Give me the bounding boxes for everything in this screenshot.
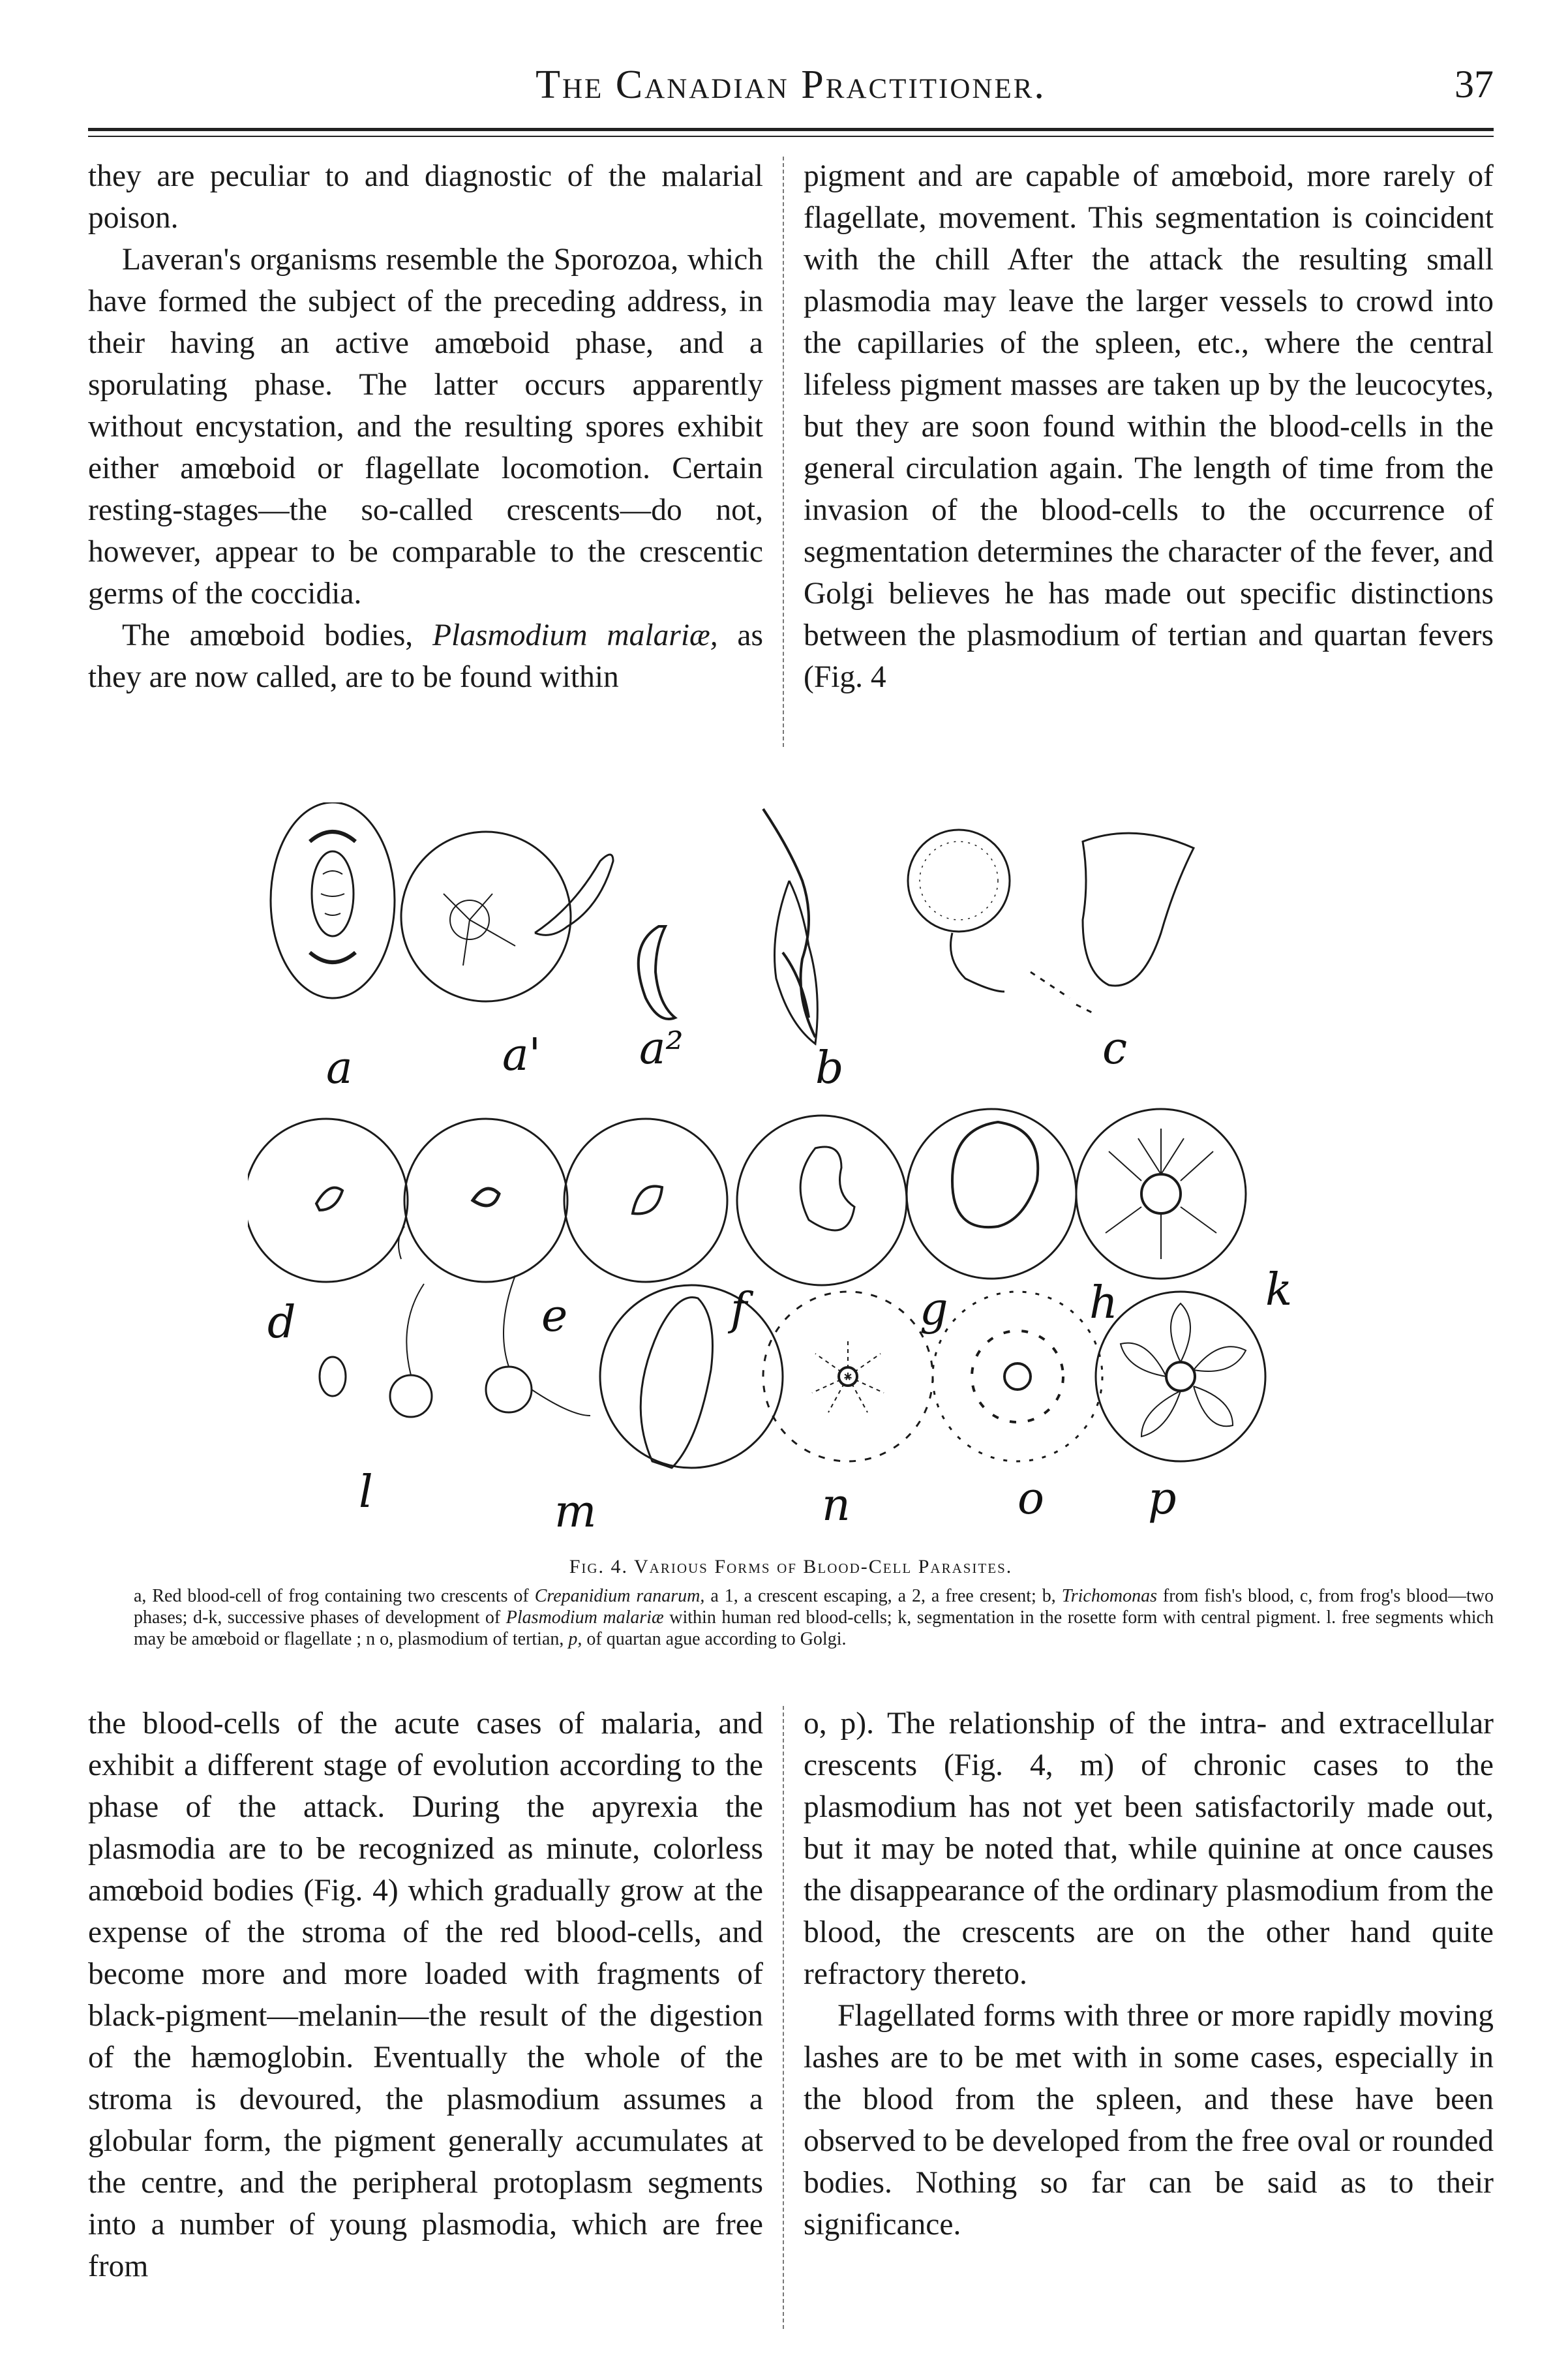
label-c: c	[1102, 1023, 1128, 1074]
species-name: Crepanidium ranarum,	[534, 1586, 705, 1606]
drawing-e	[404, 1119, 567, 1282]
text-run: within human red blood-cells; k, segmentation in the rosette form with central pigment. l. free segments which may be amœboid or flagellate ; n o, plasmodium of tertian,	[134, 1607, 1494, 1649]
drawing-a2	[639, 926, 675, 1019]
running-header	[88, 62, 1494, 121]
drawing-c	[908, 830, 1194, 1014]
drawing-h	[907, 1109, 1076, 1279]
drawing-n	[763, 1292, 933, 1461]
label-p: p	[1148, 1473, 1177, 1525]
journal-title: The Canadian Practitioner.	[535, 63, 1046, 107]
paragraph: they are peculiar to and diagnostic of the malarial poison.	[88, 159, 763, 235]
text-run: as they are now called, are to be found within	[88, 618, 763, 694]
label-l: l	[359, 1467, 373, 1518]
page-number: 37	[1455, 63, 1494, 106]
figure-caption-title: Fig. 4. Various Forms of Blood-Cell Parasites.	[569, 1556, 1013, 1577]
figure-4-illustration	[248, 802, 1526, 1553]
text-run: a 1, a crescent escaping, a 2, a free cresent; b,	[704, 1586, 1062, 1606]
species-name: Plasmodium malariæ,	[432, 618, 718, 652]
label-n: n	[822, 1480, 851, 1531]
species-name: Trichomonas	[1061, 1586, 1157, 1606]
label-h: h	[1089, 1277, 1118, 1329]
drawing-k	[1076, 1109, 1246, 1279]
drawing-d	[248, 1119, 408, 1282]
column-divider-bottom	[783, 1706, 784, 2329]
left-column-top	[88, 155, 763, 742]
paragraph: o, p). The relationship of the intra- and extracellular crescents (Fig. 4, m) of chronic cases to the plasmodium has not yet been satisfactorily made out, but it may be noted that, while quinine at once causes the disappearance of the ordinary plasmodium from the blood, the crescents are on the other hand quite refractory thereto.	[804, 1707, 1494, 1991]
label-d: d	[267, 1297, 296, 1348]
caption-letter: p,	[568, 1629, 582, 1649]
drawing-a	[271, 802, 395, 998]
label-g: g	[920, 1284, 948, 1335]
text-run: The amœboid bodies,	[122, 618, 433, 652]
right-column-top	[804, 155, 1494, 742]
drawing-p	[1096, 1292, 1265, 1461]
drawing-g	[737, 1116, 907, 1285]
blood-cell-drawings	[248, 802, 1526, 1553]
drawing-b	[763, 809, 817, 1044]
label-b: b	[815, 1042, 844, 1094]
left-column-bottom	[88, 1703, 763, 2329]
text-run: a, Red blood-cell of frog containing two crescents of	[134, 1586, 535, 1606]
header-rule-thin	[88, 136, 1494, 137]
paragraph	[88, 615, 763, 698]
label-o: o	[1018, 1473, 1044, 1525]
paragraph: pigment and are capable of amœboid, more rarely of flagellate, movement. This segmentation is coincident with the chill After the attack the resulting small plasmodia may leave the larger vessels to crowd into the capillaries of the spleen, etc., where the central lifeless pigment masses are taken up by the leucocytes, but they are soon found within the blood-cells in the general circulation again. The length of time from the invasion of the blood-cells to the occurrence of segmentation determines the character of the fever, and Golgi believes he has made out specific distinctions between the plasmodium of tertian and quartan fevers (Fig. 4	[804, 159, 1494, 694]
column-divider-top	[783, 157, 784, 747]
species-name: Plasmodium malariæ	[505, 1607, 664, 1628]
label-a: a	[326, 1042, 353, 1094]
label-a1: a'	[502, 1029, 541, 1081]
paragraph: Laveran's organisms resemble the Sporozoa, which have formed the subject of the preceding address, in their having an active amœboid phase, and a sporulating phase. The latter occurs apparently without encystation, and the resulting spores exhibit either amœboid or flagellate locomotion. Certain resting-stages—the so-called crescents—do not, however, appear to be comparable to the crescentic germs of the coccidia.	[88, 243, 763, 611]
figure-caption-text	[134, 1585, 1494, 1650]
label-a2: a²	[639, 1023, 684, 1074]
drawing-o	[933, 1292, 1102, 1461]
right-column-bottom	[804, 1703, 1494, 2329]
label-k: k	[1265, 1264, 1293, 1316]
label-e: e	[541, 1290, 568, 1342]
paragraph: the blood-cells of the acute cases of malaria, and exhibit a different stage of evolution according to the phase of the attack. During the apyrexia the plasmodia are to be recognized as minute, colorless amœboid bodies (Fig. 4) which gradually grow at the expense of the stroma of the red blood-cells, and become more and more loaded with fragments of black-pigment—melanin—the result of the digestion of the hæmoglobin. Eventually the whole of the stroma is devoured, the plasmodium assumes a globular form, the pigment generally accumulates at the centre, and the peripheral protoplasm segments into a number of young plasmodia, which are free from	[88, 1707, 763, 2283]
drawing-a1	[401, 832, 613, 1001]
header-rule-thick	[88, 128, 1494, 131]
paragraph: Flagellated forms with three or more rapidly moving lashes are to be met with in some cases, especially in the blood from the spleen, and these have been observed to be developed from the free oval or rounded bodies. Nothing so far can be said as to their significance.	[804, 1999, 1494, 2242]
text-run: from fish's blood, c, from frog's blood—two phases; d-k, successive phases of development of	[134, 1586, 1494, 1628]
label-m: m	[554, 1486, 597, 1538]
drawing-l	[320, 1226, 432, 1417]
drawing-f	[564, 1119, 727, 1282]
text-run: of quartan ague according to Golgi.	[582, 1629, 847, 1649]
label-f: f	[731, 1284, 747, 1335]
